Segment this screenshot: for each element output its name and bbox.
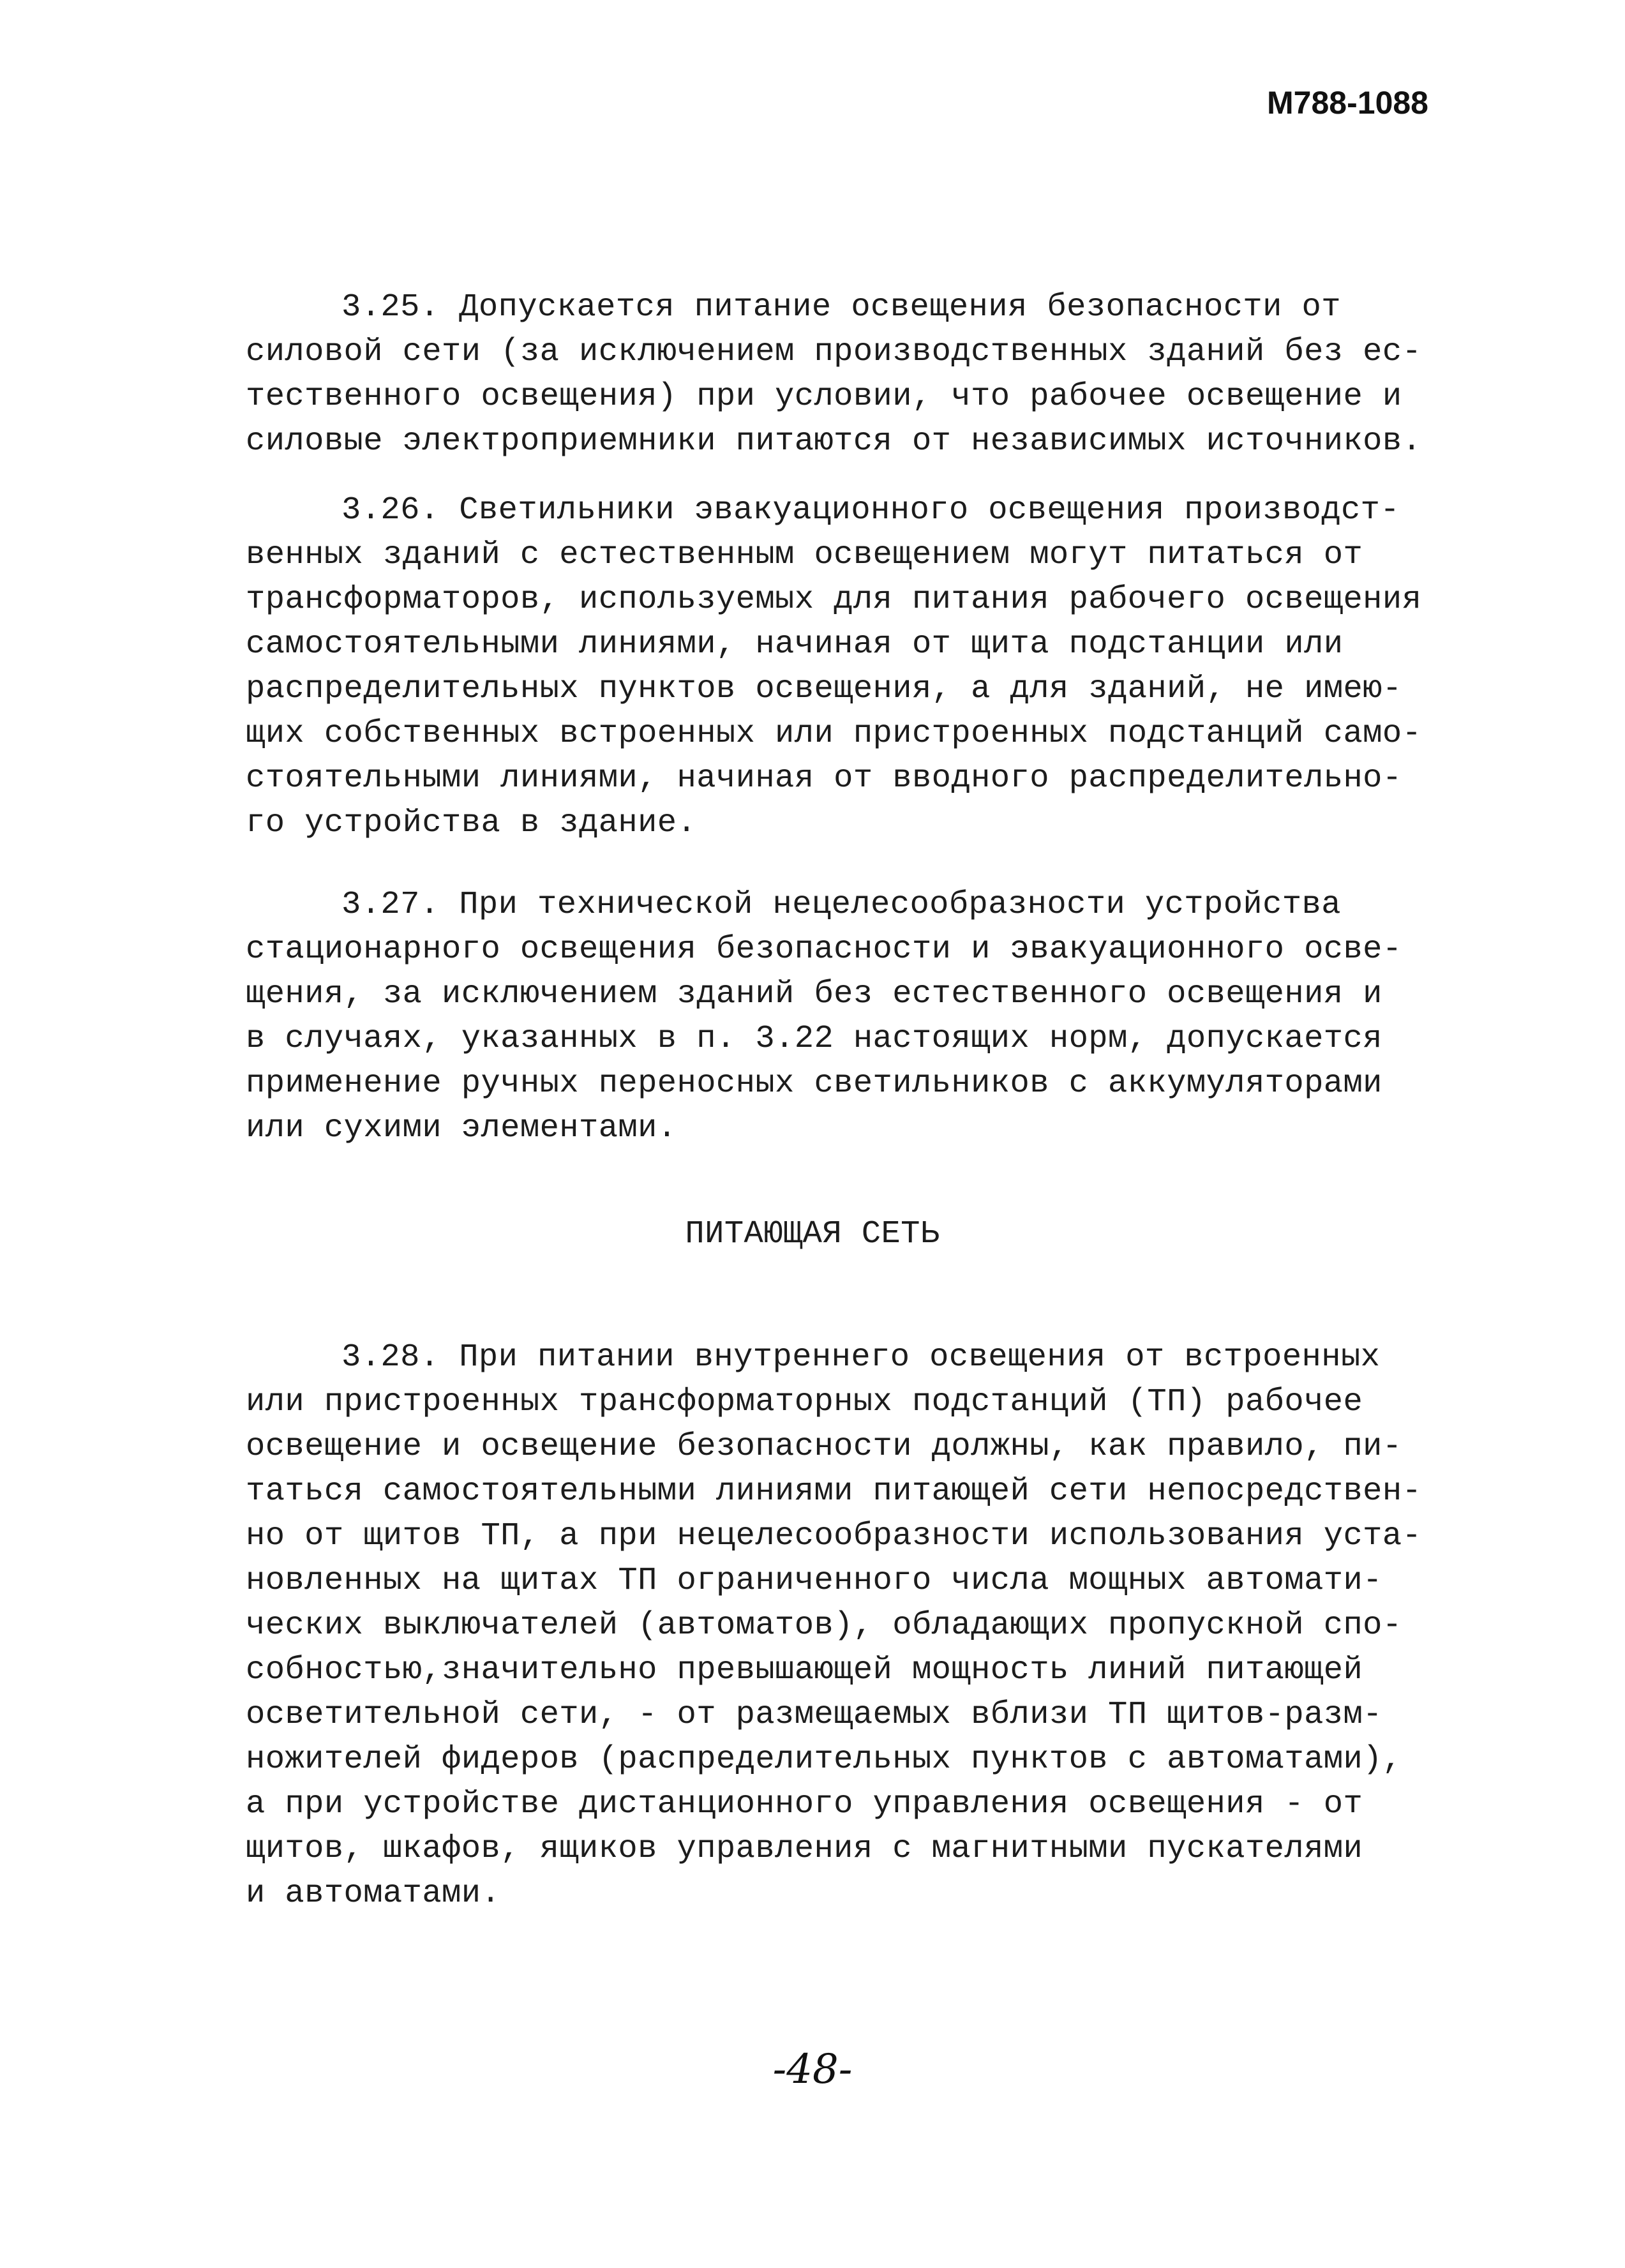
paragraph-line: тественного освещения) при условии, что рабочее освещение и (246, 379, 1402, 415)
paragraph-line: 3.27. При технической нецелесообразности устройства (341, 887, 1341, 923)
paragraph-3-25 (246, 285, 1446, 464)
paragraph-line: щих собственных встроенных или пристроенных подстанций само- (246, 716, 1422, 752)
paragraph-line: стоятельными линиями, начиная от вводного распределительно- (246, 760, 1402, 797)
paragraph-line: применение ручных переносных светильников с аккумуляторами (246, 1065, 1382, 1102)
paragraph-line: венных зданий с естественным освещением могут питаться от (246, 537, 1363, 573)
paragraph-3-27 (246, 883, 1446, 1151)
document-id: M788-1088 (1267, 85, 1428, 121)
paragraph-line: а при устройстве дистанционного управления освещения - от (246, 1786, 1363, 1822)
paragraph-line: трансформаторов, используемых для питания рабочего освещения (246, 582, 1422, 618)
paragraph-line: 3.25. Допускается питание освещения безопасности от (341, 289, 1341, 326)
paragraph-line: или сухими элементами. (246, 1110, 677, 1146)
paragraph-line: в случаях, указанных в п. 3.22 настоящих норм, допускается (246, 1021, 1382, 1057)
paragraph-line: и автоматами. (246, 1875, 501, 1912)
paragraph-line: ножителей фидеров (распределительных пунктов с автоматами), (246, 1741, 1402, 1778)
paragraph-line: самостоятельными линиями, начиная от щита подстанции или (246, 626, 1344, 663)
paragraph-line: или пристроенных трансформаторных подстанций (ТП) рабочее (246, 1384, 1363, 1420)
section-heading: ПИТАЮЩАЯ СЕТЬ (685, 1216, 940, 1252)
paragraph-line: но от щитов ТП, а при нецелесообразности использования уста- (246, 1518, 1422, 1554)
paragraph-line: таться самостоятельными линиями питающей сети непосредствен- (246, 1473, 1422, 1510)
paragraph-line: силовые электроприемники питаются от независимых источников. (246, 423, 1422, 460)
paragraph-line: осветительной сети, - от размещаемых вблизи ТП щитов-разм- (246, 1697, 1382, 1733)
paragraph-line: 3.28. При питании внутреннего освещения от встроенных (341, 1339, 1381, 1376)
paragraph-line: стационарного освещения безопасности и эвакуационного осве- (246, 931, 1402, 968)
page-number: -48- (772, 2046, 853, 2093)
paragraph-line: распределительных пунктов освещения, а для зданий, не имею- (246, 671, 1402, 707)
paragraph-line: щитов, шкафов, ящиков управления с магнитными пускателями (246, 1831, 1363, 1867)
paragraph-line: новленных на щитах ТП ограниченного числа мощных автомати- (246, 1563, 1382, 1599)
paragraph-line: освещение и освещение безопасности должны, как правило, пи- (246, 1429, 1402, 1465)
paragraph-line: 3.26. Светильники эвакуационного освещения производст- (341, 492, 1400, 529)
paragraph-line: силовой сети (за исключением производственных зданий без ес- (246, 334, 1422, 370)
paragraph-3-28 (246, 1335, 1446, 1916)
paragraph-line: ческих выключателей (автоматов), обладающих пропускной спо- (246, 1607, 1402, 1644)
paragraph-line: собностью,значительно превышающей мощность линий питающей (246, 1652, 1363, 1688)
paragraph-line: щения, за исключением зданий без естественного освещения и (246, 976, 1382, 1012)
paragraph-line: го устройства в здание. (246, 805, 697, 841)
paragraph-3-26 (246, 488, 1446, 846)
